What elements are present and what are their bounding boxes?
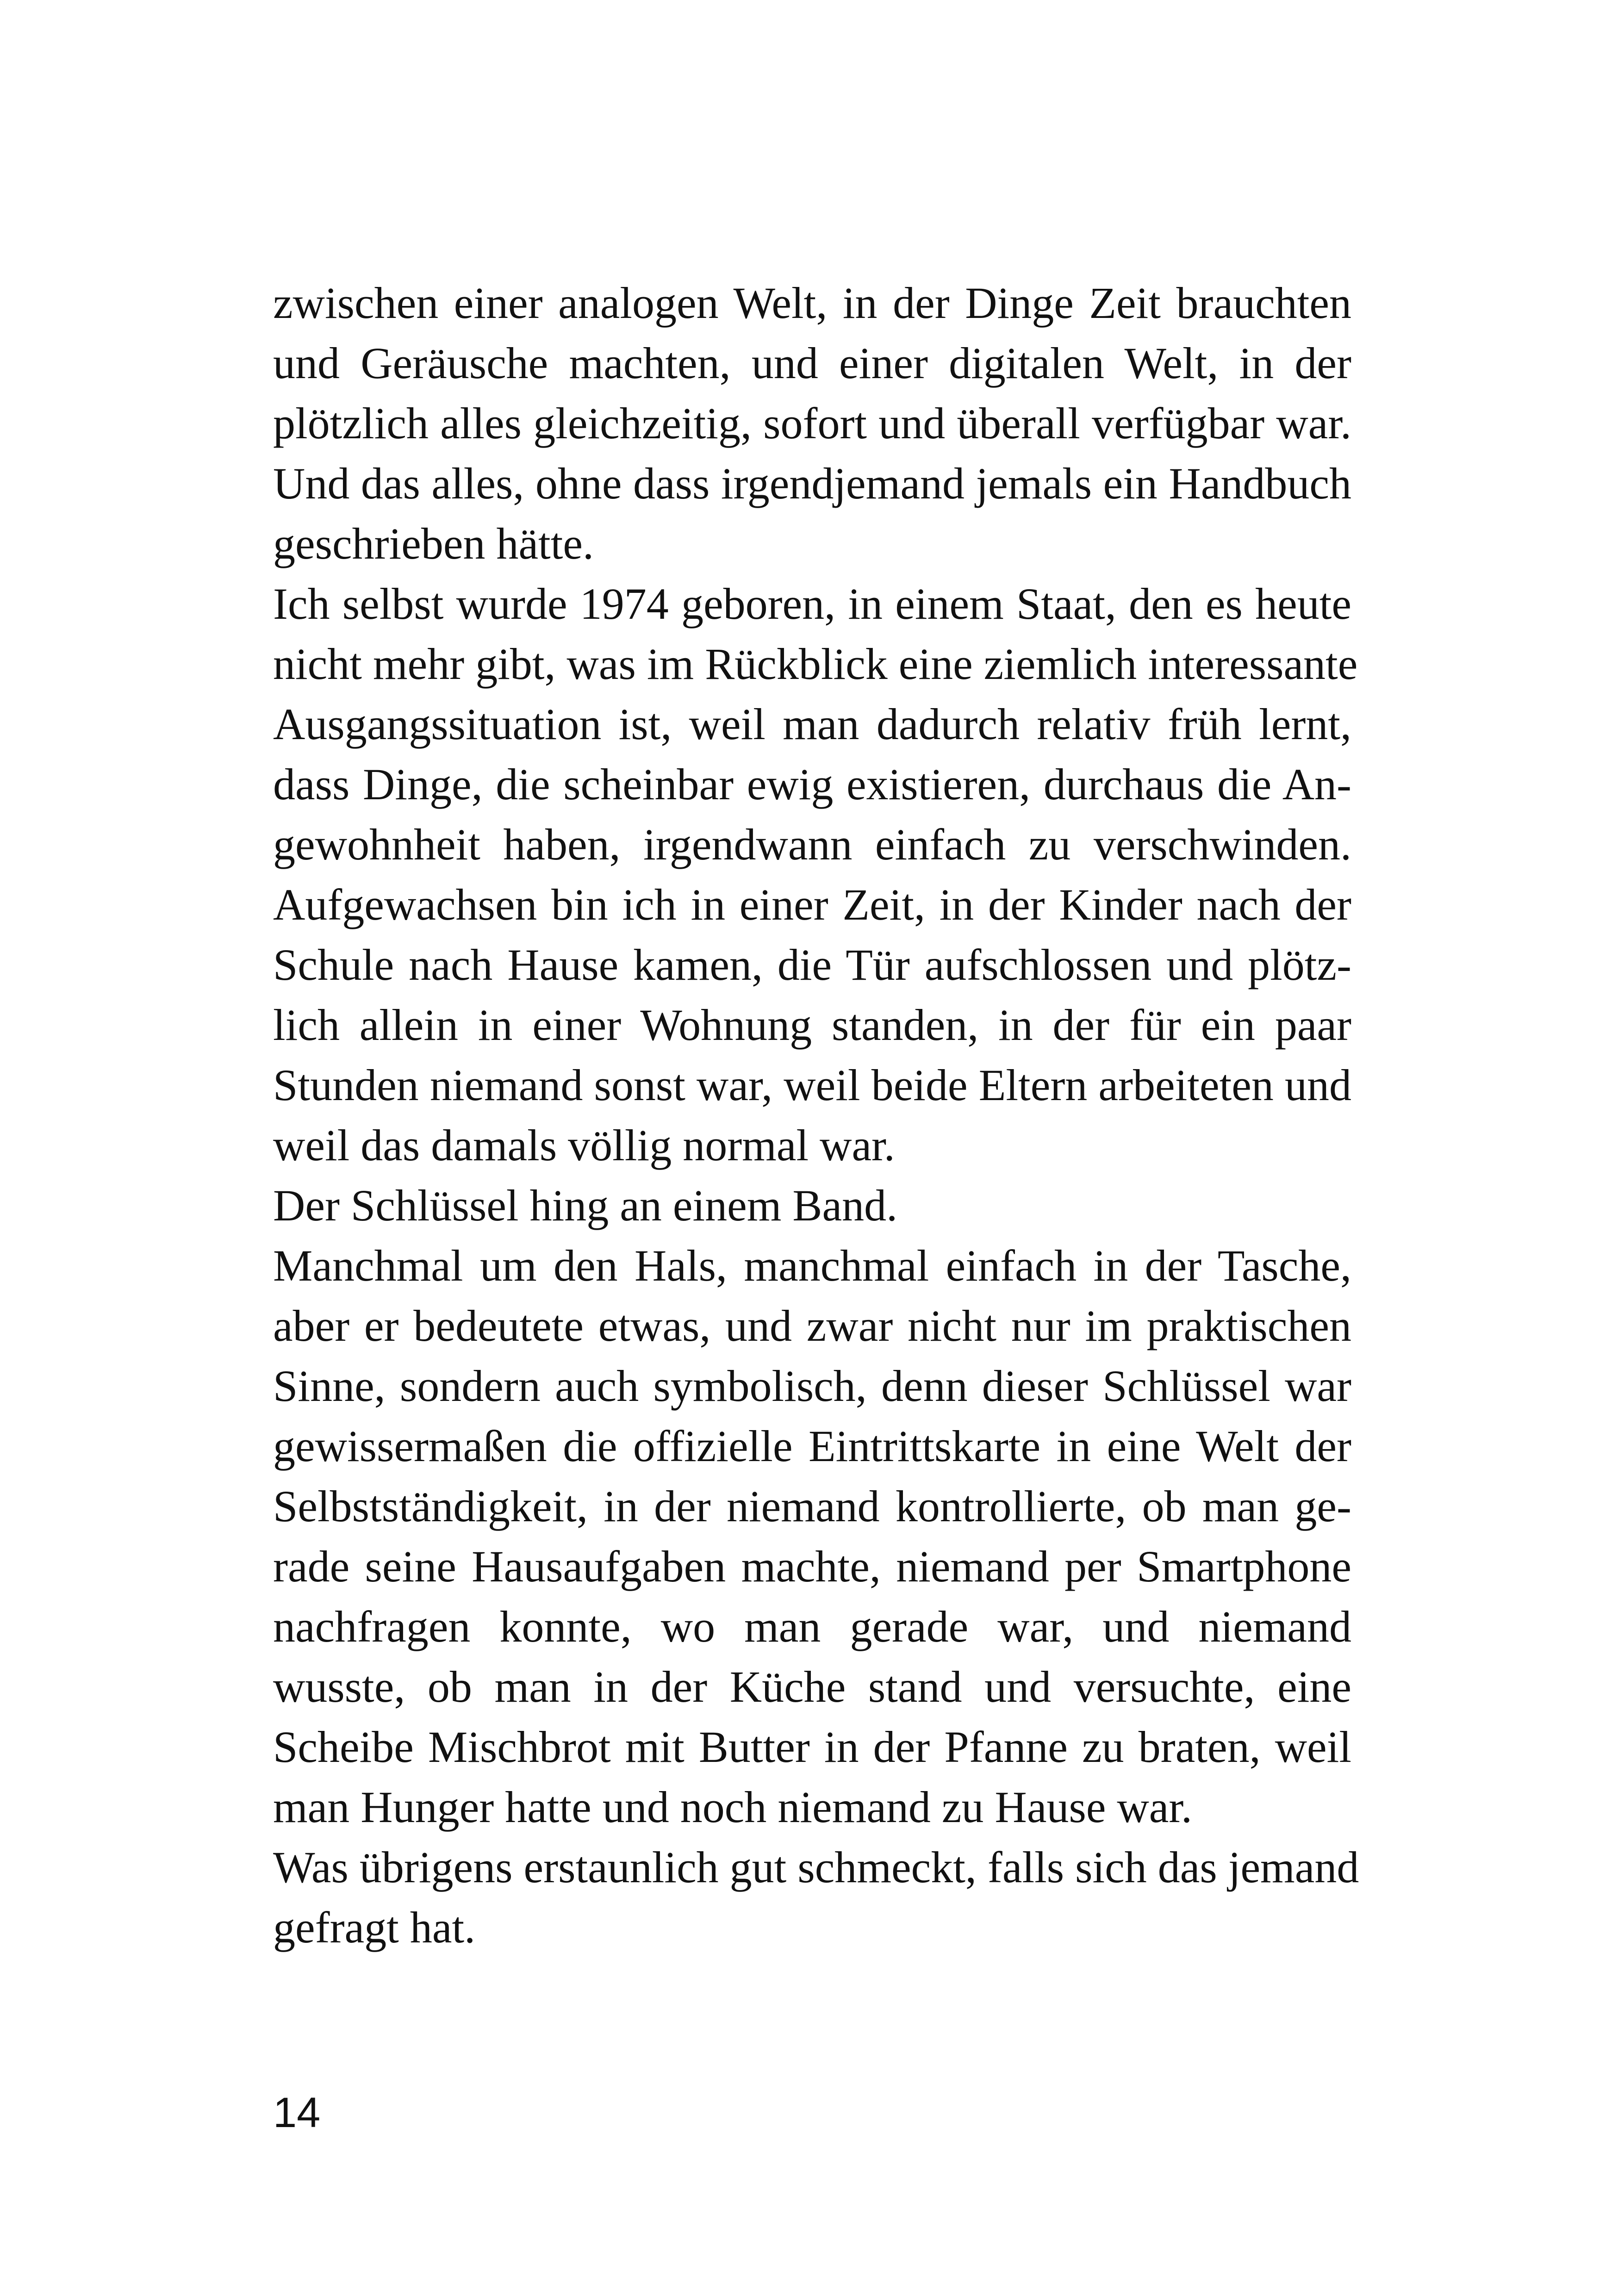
text-line: Sinne, sondern auch symbolisch, denn dieser Schlüssel war: [273, 1361, 1351, 1411]
text-line: gewissermaßen die offizielle Eintrittskarte in eine Welt der: [273, 1421, 1351, 1471]
text-line: lich allein in einer Wohnung standen, in der für ein paar: [273, 1000, 1351, 1050]
text-line: man Hunger hatte und noch niemand zu Hause war.: [273, 1782, 1193, 1832]
text-line: aber er bedeutete etwas, und zwar nicht nur im praktischen: [273, 1301, 1351, 1350]
text-line: Scheibe Mischbrot mit Butter in der Pfanne zu braten, weil: [273, 1722, 1351, 1772]
text-line: weil das damals völlig normal war.: [273, 1120, 895, 1170]
text-line: Stunden niemand sonst war, weil beide Eltern arbeiteten und: [273, 1060, 1351, 1110]
text-line: dass Dinge, die scheinbar ewig existieren, durchaus die An-: [273, 759, 1351, 809]
text-line: Ich selbst wurde 1974 geboren, in einem Staat, den es heute: [273, 579, 1351, 628]
text-line: Aufgewachsen bin ich in einer Zeit, in der Kinder nach der: [273, 880, 1351, 929]
text-line: nachfragen konnte, wo man gerade war, und niemand: [273, 1602, 1351, 1651]
text-line: Der Schlüssel hing an einem Band.: [273, 1181, 898, 1230]
text-line: plötzlich alles gleichzeitig, sofort und überall verfügbar war.: [273, 398, 1351, 448]
text-line: wusste, ob man in der Küche stand und versuchte, eine: [273, 1662, 1351, 1711]
text-line: Selbstständigkeit, in der niemand kontrollierte, ob man ge-: [273, 1481, 1351, 1531]
text-line: gefragt hat.: [273, 1903, 476, 1952]
text-line: Manchmal um den Hals, manchmal einfach in der Tasche,: [273, 1241, 1351, 1290]
text-line: Schule nach Hause kamen, die Tür aufschlossen und plötz-: [273, 940, 1351, 989]
text-line: Ausgangssituation ist, weil man dadurch relativ früh lernt,: [273, 699, 1351, 749]
text-line: Was übrigens erstaunlich gut schmeckt, falls sich das jemand: [273, 1842, 1359, 1892]
text-line: zwischen einer analogen Welt, in der Dinge Zeit brauchten: [273, 278, 1351, 328]
text-line: und Geräusche machten, und einer digitalen Welt, in der: [273, 338, 1351, 388]
text-line: geschrieben hätte.: [273, 519, 594, 568]
text-line: rade seine Hausaufgaben machte, niemand per Smartphone: [273, 1542, 1351, 1591]
text-line: Und das alles, ohne dass irgendjemand jemals ein Handbuch: [273, 459, 1351, 508]
text-line: gewohnheit haben, irgendwann einfach zu verschwinden.: [273, 820, 1351, 869]
text-line: nicht mehr gibt, was im Rückblick eine ziemlich interessante: [273, 639, 1358, 689]
page-number: 14: [273, 2089, 321, 2136]
